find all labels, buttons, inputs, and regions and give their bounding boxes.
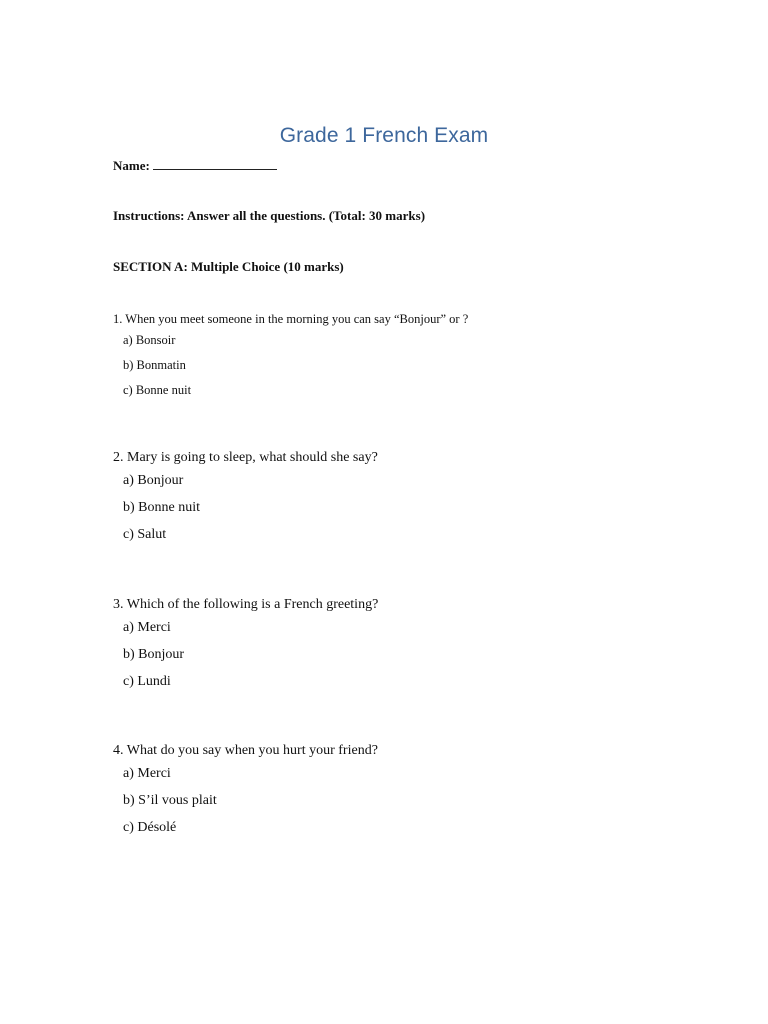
question-text: 3. Which of the following is a French greeting? [113,597,379,612]
option-b: b) Bonmatin [123,358,186,372]
option-a: a) Merci [123,620,171,635]
question-text: 2. Mary is going to sleep, what should she say? [113,450,378,465]
option-c: c) Salut [123,527,167,542]
option-b: b) S’il vous plait [123,793,217,808]
page-title: Grade 1 French Exam [279,124,489,147]
question-3 [113,595,378,695]
instructions-text: Instructions: Answer all the questions. (Total: 30 marks) [113,208,426,223]
option-b: b) Bonne nuit [123,500,200,515]
option-a: a) Bonsoir [123,333,176,347]
question-2 [113,448,378,548]
section-a-heading: SECTION A: Multiple Choice (10 marks) [113,259,344,274]
question-4 [113,741,378,841]
option-a: a) Bonjour [123,473,184,488]
question-text: 4. What do you say when you hurt your friend? [113,743,378,758]
name-field-line [113,157,277,174]
question-text: 1. When you meet someone in the morning you can say “Bonjour” or ? [113,312,469,326]
question-1 [113,311,468,403]
option-b: b) Bonjour [123,647,185,662]
option-c: c) Désolé [123,820,177,835]
option-c: c) Bonne nuit [123,383,192,397]
option-c: c) Lundi [123,674,171,689]
name-blank-underline [153,157,277,170]
option-a: a) Merci [123,766,171,781]
name-label: Name: [113,158,150,173]
